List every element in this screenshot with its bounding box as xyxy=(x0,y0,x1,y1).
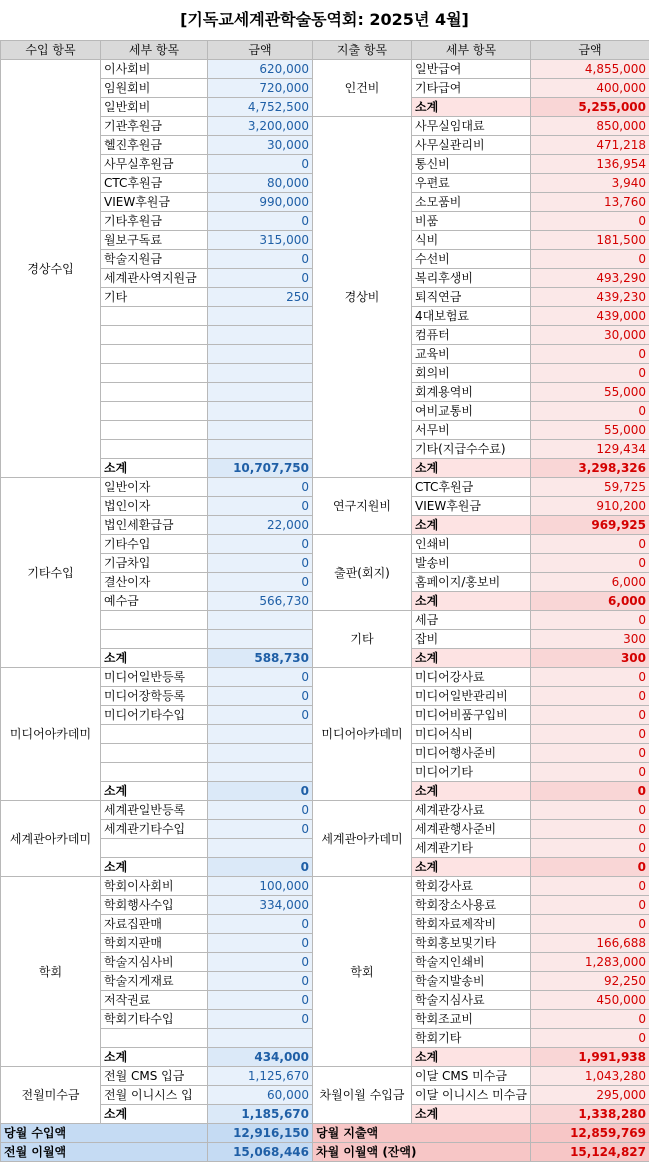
income-category: 학회 xyxy=(1,877,101,1067)
expense-item-label: 식비 xyxy=(412,231,531,250)
income-item-amount: 0 xyxy=(208,801,313,820)
income-item-label: 저작권료 xyxy=(101,991,208,1010)
income-item-label: 월보구독료 xyxy=(101,231,208,250)
income-item-label: 세계관일반등록 xyxy=(101,801,208,820)
expense-total-amount: 12,859,769 xyxy=(531,1124,649,1143)
expense-item-amount: 0 xyxy=(531,212,649,231)
expense-item-label: 통신비 xyxy=(412,155,531,174)
income-item-label xyxy=(101,345,208,364)
expense-item-amount: 0 xyxy=(531,896,649,915)
income-item-label: 미디어기타수입 xyxy=(101,706,208,725)
expense-category: 경상비 xyxy=(313,117,412,478)
income-item-label xyxy=(101,630,208,649)
income-total-label: 당월 수입액 xyxy=(1,1124,208,1143)
expense-item-label: 세계관강사료 xyxy=(412,801,531,820)
expense-item-amount: 0 xyxy=(531,801,649,820)
income-item-amount xyxy=(208,630,313,649)
income-item-amount: 0 xyxy=(208,573,313,592)
income-item-amount: 22,000 xyxy=(208,516,313,535)
expense-subtotal-label: 소계 xyxy=(412,459,531,478)
expense-item-amount: 0 xyxy=(531,915,649,934)
income-category: 세계관아카데미 xyxy=(1,801,101,877)
expense-item-label: 미디어강사료 xyxy=(412,668,531,687)
income-item-amount: 0 xyxy=(208,972,313,991)
income-item-amount: 0 xyxy=(208,497,313,516)
header-expense-category: 지출 항목 xyxy=(313,41,412,60)
income-item-label: 학회기타수입 xyxy=(101,1010,208,1029)
expense-item-label: 회의비 xyxy=(412,364,531,383)
expense-item-amount: 3,940 xyxy=(531,174,649,193)
expense-item-amount: 295,000 xyxy=(531,1086,649,1105)
expense-item-label: 학술지인쇄비 xyxy=(412,953,531,972)
expense-subtotal-label: 소계 xyxy=(412,592,531,611)
income-item-amount xyxy=(208,763,313,782)
income-item-label: 일반회비 xyxy=(101,98,208,117)
income-item-label: 전월 CMS 입금 xyxy=(101,1067,208,1086)
expense-item-amount: 400,000 xyxy=(531,79,649,98)
income-subtotal-amount: 0 xyxy=(208,858,313,877)
income-item-label: 미디어일반등록 xyxy=(101,668,208,687)
income-item-amount: 100,000 xyxy=(208,877,313,896)
expense-item-label: 4대보험료 xyxy=(412,307,531,326)
income-item-amount xyxy=(208,725,313,744)
income-item-amount: 0 xyxy=(208,915,313,934)
expense-item-amount: 0 xyxy=(531,402,649,421)
ledger-table xyxy=(0,40,649,1162)
table-row xyxy=(1,877,649,896)
income-item-label: 학회지판매 xyxy=(101,934,208,953)
income-item-label: 자료집판매 xyxy=(101,915,208,934)
income-item-amount: 0 xyxy=(208,554,313,573)
expense-item-label: 사무실관리비 xyxy=(412,136,531,155)
expense-item-label: 여비교통비 xyxy=(412,402,531,421)
income-item-amount: 4,752,500 xyxy=(208,98,313,117)
expense-item-amount: 0 xyxy=(531,554,649,573)
expense-category: 학회 xyxy=(313,877,412,1067)
income-subtotal-label: 소계 xyxy=(101,1105,208,1124)
header-expense-detail: 세부 항목 xyxy=(412,41,531,60)
income-total-label: 전월 이월액 xyxy=(1,1143,208,1162)
income-item-amount: 990,000 xyxy=(208,193,313,212)
header-income-amount: 금액 xyxy=(208,41,313,60)
expense-total-label: 차월 이월액 (잔액) xyxy=(313,1143,531,1162)
expense-category: 인건비 xyxy=(313,60,412,117)
table-row xyxy=(1,478,649,497)
income-item-label xyxy=(101,402,208,421)
expense-item-label: 학술지심사료 xyxy=(412,991,531,1010)
income-item-label xyxy=(101,611,208,630)
income-item-amount xyxy=(208,383,313,402)
income-item-label: 법인세환급금 xyxy=(101,516,208,535)
income-item-amount: 620,000 xyxy=(208,60,313,79)
income-item-label: 학술지원금 xyxy=(101,250,208,269)
table-row xyxy=(1,60,649,79)
expense-item-label: 일반급여 xyxy=(412,60,531,79)
expense-subtotal-label: 소계 xyxy=(412,1105,531,1124)
income-subtotal-label: 소계 xyxy=(101,459,208,478)
expense-subtotal-amount: 0 xyxy=(531,782,649,801)
expense-item-label: 학술지발송비 xyxy=(412,972,531,991)
expense-item-label: 서무비 xyxy=(412,421,531,440)
income-item-amount: 0 xyxy=(208,155,313,174)
income-item-amount: 334,000 xyxy=(208,896,313,915)
expense-total-amount: 15,124,827 xyxy=(531,1143,649,1162)
expense-item-label: 이달 CMS 미수금 xyxy=(412,1067,531,1086)
expense-total-label: 당월 지출액 xyxy=(313,1124,531,1143)
expense-item-label: 퇴직연금 xyxy=(412,288,531,307)
expense-item-amount: 850,000 xyxy=(531,117,649,136)
expense-item-label: 미디어일반관리비 xyxy=(412,687,531,706)
income-item-amount: 315,000 xyxy=(208,231,313,250)
income-item-label: 일반이자 xyxy=(101,478,208,497)
expense-subtotal-amount: 1,338,280 xyxy=(531,1105,649,1124)
expense-subtotal-amount: 969,925 xyxy=(531,516,649,535)
totals-row xyxy=(1,1124,649,1143)
expense-item-amount: 30,000 xyxy=(531,326,649,345)
income-total-amount: 15,068,446 xyxy=(208,1143,313,1162)
income-item-amount: 0 xyxy=(208,934,313,953)
income-subtotal-amount: 1,185,670 xyxy=(208,1105,313,1124)
expense-item-amount: 493,290 xyxy=(531,269,649,288)
expense-item-label: 회계용역비 xyxy=(412,383,531,402)
income-item-amount: 30,000 xyxy=(208,136,313,155)
income-item-label: 사무실후원금 xyxy=(101,155,208,174)
income-item-amount: 0 xyxy=(208,250,313,269)
income-subtotal-amount: 0 xyxy=(208,782,313,801)
expense-item-label: 학회강사료 xyxy=(412,877,531,896)
expense-item-label: 우편료 xyxy=(412,174,531,193)
income-item-label: 이사회비 xyxy=(101,60,208,79)
income-item-amount: 0 xyxy=(208,535,313,554)
expense-item-amount: 55,000 xyxy=(531,383,649,402)
income-category: 경상수입 xyxy=(1,60,101,478)
expense-item-amount: 0 xyxy=(531,763,649,782)
income-item-amount xyxy=(208,744,313,763)
expense-subtotal-label: 소계 xyxy=(412,782,531,801)
expense-item-label: 소모품비 xyxy=(412,193,531,212)
income-item-label: 학술지심사비 xyxy=(101,953,208,972)
income-item-amount xyxy=(208,440,313,459)
totals-row xyxy=(1,1143,649,1162)
expense-subtotal-label: 소계 xyxy=(412,649,531,668)
income-subtotal-label: 소계 xyxy=(101,858,208,877)
expense-item-label: 학회장소사용료 xyxy=(412,896,531,915)
income-item-amount: 1,125,670 xyxy=(208,1067,313,1086)
income-item-label: 헬진후원금 xyxy=(101,136,208,155)
expense-item-label: 기타(지급수수료) xyxy=(412,440,531,459)
income-item-label: 학술지게재료 xyxy=(101,972,208,991)
income-item-amount: 3,200,000 xyxy=(208,117,313,136)
expense-category: 미디어아카데미 xyxy=(313,668,412,801)
expense-subtotal-amount: 1,991,938 xyxy=(531,1048,649,1067)
income-item-label xyxy=(101,364,208,383)
expense-item-label: 미디어행사준비 xyxy=(412,744,531,763)
expense-category: 기타 xyxy=(313,611,412,668)
expense-subtotal-label: 소계 xyxy=(412,1048,531,1067)
income-item-label: 법인이자 xyxy=(101,497,208,516)
income-item-label xyxy=(101,839,208,858)
expense-item-amount: 6,000 xyxy=(531,573,649,592)
expense-item-label: 미디어비품구입비 xyxy=(412,706,531,725)
expense-item-label: 세계관행사준비 xyxy=(412,820,531,839)
expense-subtotal-amount: 3,298,326 xyxy=(531,459,649,478)
income-item-label: 전월 이니시스 입 xyxy=(101,1086,208,1105)
income-subtotal-amount: 10,707,750 xyxy=(208,459,313,478)
expense-item-amount: 0 xyxy=(531,877,649,896)
totals-body xyxy=(1,1124,649,1162)
table-row xyxy=(1,801,649,820)
expense-item-amount: 92,250 xyxy=(531,972,649,991)
expense-item-label: 발송비 xyxy=(412,554,531,573)
expense-item-label: 학회자료제작비 xyxy=(412,915,531,934)
expense-item-label: 미디어기타 xyxy=(412,763,531,782)
expense-item-amount: 1,043,280 xyxy=(531,1067,649,1086)
expense-subtotal-amount: 6,000 xyxy=(531,592,649,611)
expense-subtotal-label: 소계 xyxy=(412,858,531,877)
expense-item-amount: 55,000 xyxy=(531,421,649,440)
income-item-amount: 720,000 xyxy=(208,79,313,98)
expense-item-amount: 4,855,000 xyxy=(531,60,649,79)
expense-item-amount: 0 xyxy=(531,839,649,858)
income-item-amount: 0 xyxy=(208,269,313,288)
income-item-label: 기타 xyxy=(101,288,208,307)
expense-item-label: 미디어식비 xyxy=(412,725,531,744)
ledger-body xyxy=(1,60,649,1124)
income-item-label: 기타수입 xyxy=(101,535,208,554)
income-item-label: 학회이사회비 xyxy=(101,877,208,896)
income-item-label: 기타후원금 xyxy=(101,212,208,231)
income-item-amount: 80,000 xyxy=(208,174,313,193)
expense-item-label: 교육비 xyxy=(412,345,531,364)
income-item-amount: 0 xyxy=(208,212,313,231)
expense-subtotal-amount: 0 xyxy=(531,858,649,877)
expense-item-amount: 439,230 xyxy=(531,288,649,307)
expense-item-label: VIEW후원금 xyxy=(412,497,531,516)
expense-item-amount: 0 xyxy=(531,250,649,269)
income-item-amount xyxy=(208,402,313,421)
income-item-amount: 566,730 xyxy=(208,592,313,611)
expense-item-amount: 0 xyxy=(531,725,649,744)
income-item-amount: 0 xyxy=(208,820,313,839)
expense-item-amount: 0 xyxy=(531,744,649,763)
income-item-amount xyxy=(208,611,313,630)
income-item-amount: 0 xyxy=(208,953,313,972)
expense-item-amount: 1,283,000 xyxy=(531,953,649,972)
income-item-amount: 0 xyxy=(208,1010,313,1029)
expense-item-label: 학회홍보및기타 xyxy=(412,934,531,953)
income-item-amount xyxy=(208,326,313,345)
income-item-label: 임원회비 xyxy=(101,79,208,98)
expense-item-label: CTC후원금 xyxy=(412,478,531,497)
income-item-label xyxy=(101,763,208,782)
income-item-label xyxy=(101,307,208,326)
header-income-category: 수입 항목 xyxy=(1,41,101,60)
income-subtotal-label: 소계 xyxy=(101,649,208,668)
income-item-amount xyxy=(208,1029,313,1048)
income-item-amount xyxy=(208,345,313,364)
expense-item-label: 학회조교비 xyxy=(412,1010,531,1029)
expense-category: 세계관아카데미 xyxy=(313,801,412,877)
expense-item-amount: 0 xyxy=(531,611,649,630)
expense-item-label: 학회기타 xyxy=(412,1029,531,1048)
income-subtotal-label: 소계 xyxy=(101,782,208,801)
report-title: [기독교세계관학술동역회: 2025년 4월] xyxy=(0,0,649,40)
expense-item-label: 사무실임대료 xyxy=(412,117,531,136)
expense-item-amount: 439,000 xyxy=(531,307,649,326)
expense-item-amount: 59,725 xyxy=(531,478,649,497)
expense-item-amount: 13,760 xyxy=(531,193,649,212)
income-item-label xyxy=(101,326,208,345)
expense-item-label: 비품 xyxy=(412,212,531,231)
expense-item-label: 세계관기타 xyxy=(412,839,531,858)
expense-subtotal-label: 소계 xyxy=(412,98,531,117)
expense-item-amount: 0 xyxy=(531,1010,649,1029)
income-item-label xyxy=(101,421,208,440)
income-item-label xyxy=(101,1029,208,1048)
expense-item-label: 수선비 xyxy=(412,250,531,269)
income-item-label: 결산이자 xyxy=(101,573,208,592)
income-item-label xyxy=(101,725,208,744)
income-item-amount: 0 xyxy=(208,478,313,497)
expense-item-amount: 129,434 xyxy=(531,440,649,459)
expense-subtotal-label: 소계 xyxy=(412,516,531,535)
expense-item-amount: 0 xyxy=(531,535,649,554)
expense-item-amount: 181,500 xyxy=(531,231,649,250)
income-item-amount xyxy=(208,364,313,383)
expense-subtotal-amount: 300 xyxy=(531,649,649,668)
income-total-amount: 12,916,150 xyxy=(208,1124,313,1143)
table-row xyxy=(1,668,649,687)
expense-item-label: 기타급여 xyxy=(412,79,531,98)
income-item-amount xyxy=(208,307,313,326)
income-item-label: 세계관사역지원금 xyxy=(101,269,208,288)
income-item-amount: 250 xyxy=(208,288,313,307)
expense-item-label: 인쇄비 xyxy=(412,535,531,554)
income-item-label: 세계관기타수입 xyxy=(101,820,208,839)
income-subtotal-label: 소계 xyxy=(101,1048,208,1067)
expense-item-label: 세금 xyxy=(412,611,531,630)
expense-item-label: 이달 이니시스 미수금 xyxy=(412,1086,531,1105)
income-category: 기타수입 xyxy=(1,478,101,668)
income-item-label: 예수금 xyxy=(101,592,208,611)
expense-item-amount: 471,218 xyxy=(531,136,649,155)
income-subtotal-amount: 434,000 xyxy=(208,1048,313,1067)
expense-item-amount: 0 xyxy=(531,668,649,687)
income-item-amount xyxy=(208,421,313,440)
income-item-label xyxy=(101,744,208,763)
expense-item-amount: 300 xyxy=(531,630,649,649)
income-item-label: VIEW후원금 xyxy=(101,193,208,212)
income-item-label xyxy=(101,440,208,459)
expense-item-label: 컴퓨터 xyxy=(412,326,531,345)
income-category: 미디어아카데미 xyxy=(1,668,101,801)
header-row xyxy=(1,41,649,60)
income-item-label: 기관후원금 xyxy=(101,117,208,136)
expense-item-amount: 0 xyxy=(531,364,649,383)
income-item-amount: 0 xyxy=(208,991,313,1010)
expense-item-amount: 0 xyxy=(531,1029,649,1048)
expense-item-amount: 910,200 xyxy=(531,497,649,516)
income-item-amount: 0 xyxy=(208,687,313,706)
income-subtotal-amount: 588,730 xyxy=(208,649,313,668)
income-item-label xyxy=(101,383,208,402)
expense-category: 연구지원비 xyxy=(313,478,412,535)
income-item-label: 미디어장학등록 xyxy=(101,687,208,706)
income-item-amount: 60,000 xyxy=(208,1086,313,1105)
expense-item-amount: 136,954 xyxy=(531,155,649,174)
expense-item-amount: 0 xyxy=(531,345,649,364)
expense-item-label: 잡비 xyxy=(412,630,531,649)
expense-item-amount: 0 xyxy=(531,820,649,839)
income-item-amount: 0 xyxy=(208,706,313,725)
expense-item-amount: 0 xyxy=(531,687,649,706)
income-item-label: 학회행사수입 xyxy=(101,896,208,915)
expense-subtotal-amount: 5,255,000 xyxy=(531,98,649,117)
expense-category: 출판(회지) xyxy=(313,535,412,611)
header-income-detail: 세부 항목 xyxy=(101,41,208,60)
income-category: 전월미수금 xyxy=(1,1067,101,1124)
expense-item-label: 홈페이지/홍보비 xyxy=(412,573,531,592)
income-item-label: CTC후원금 xyxy=(101,174,208,193)
expense-item-label: 복리후생비 xyxy=(412,269,531,288)
income-item-amount xyxy=(208,839,313,858)
header-expense-amount: 금액 xyxy=(531,41,649,60)
expense-item-amount: 0 xyxy=(531,706,649,725)
table-row xyxy=(1,1067,649,1086)
expense-item-amount: 166,688 xyxy=(531,934,649,953)
expense-item-amount: 450,000 xyxy=(531,991,649,1010)
expense-category: 차월이월 수입금 xyxy=(313,1067,412,1124)
income-item-label: 기금차입 xyxy=(101,554,208,573)
income-item-amount: 0 xyxy=(208,668,313,687)
